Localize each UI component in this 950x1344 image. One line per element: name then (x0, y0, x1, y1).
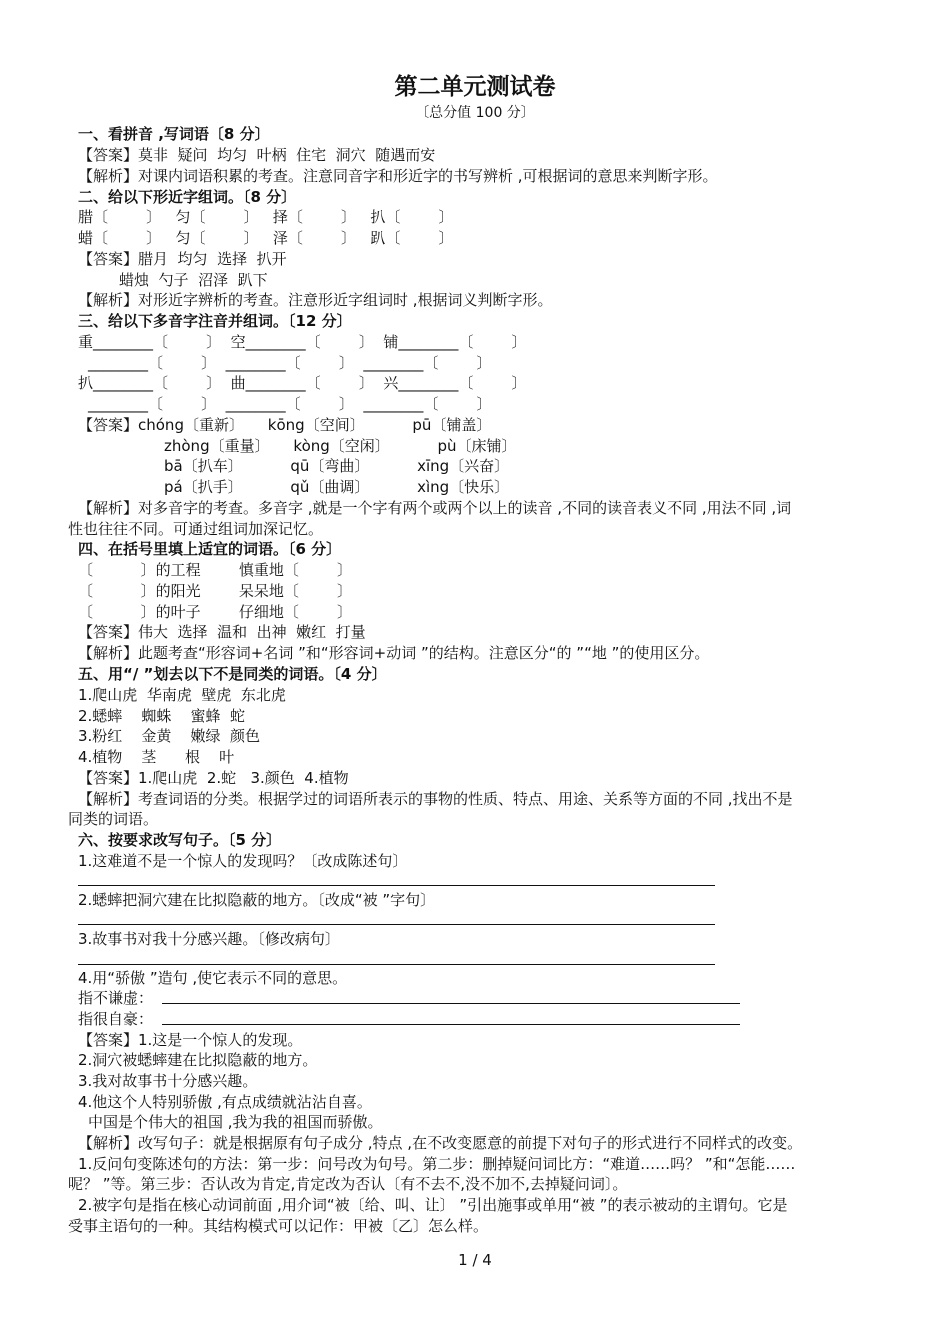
answer-line-5 (162, 1024, 740, 1025)
text-line: 六、按要求改写句子。〔5 分〕 (78, 831, 282, 849)
text-line: 【答案】1.这是一个惊人的发现。 (78, 1031, 303, 1049)
text-line: pá〔扒手〕 qǔ〔曲调〕 xìng〔快乐〕 (164, 478, 510, 496)
text-line: 指很自豪： (78, 1010, 154, 1028)
score-subtitle: 〔总分值 100 分〕 (415, 105, 535, 121)
text-line: ________〔 〕 ________〔 〕 ________〔 〕 (88, 354, 492, 372)
text-line: 3.粉红 金黄 嫩绿 颜色 (78, 727, 260, 745)
text-line: 性也往往不同。可通过组词加深记忆。 (68, 520, 324, 538)
text-line: 呢？ ”等。第三步：否认改为肯定,肯定改为否认〔有不去不,没不加不,去掉疑问词〕。 (68, 1175, 628, 1193)
text-line: 一、看拼音 ,写词语〔8 分〕 (78, 125, 270, 143)
text-line: zhòng〔重量〕 kòng〔空闲〕 pù〔床铺〕 (164, 437, 517, 455)
page-number: 1 / 4 (458, 1251, 492, 1269)
text-line: 〔 〕的阳光 呆呆地〔 〕 (78, 582, 352, 600)
text-line: 中国是个伟大的祖国 ,我为我的祖国而骄傲。 (88, 1113, 383, 1131)
text-line: 五、用“/ ”划去以下不是同类的词语。〔4 分〕 (78, 665, 387, 683)
text-line: 〔 〕的工程 慎重地〔 〕 (78, 561, 352, 579)
text-line: 【答案】chóng〔重新〕 kōng〔空间〕 pū〔铺盖〕 (78, 416, 492, 434)
text-line: 【答案】莫非 疑问 均匀 叶柄 住宅 洞穴 随遇而安 (78, 146, 436, 164)
page-title: 第二单元测试卷 (394, 74, 556, 100)
text-line: 4.植物 茎 根 叶 (78, 748, 235, 766)
text-line: 四、在括号里填上适宜的词语。〔6 分〕 (78, 540, 342, 558)
text-line: 同类的词语。 (68, 810, 159, 828)
text-line: 蜡烛 勺子 沼泽 趴下 (119, 271, 268, 289)
text-line: 3.我对故事书十分感兴趣。 (78, 1072, 258, 1090)
text-line: 【解析】此题考查“形容词+名词 ”和“形容词+动词 ”的结构。注意区分“的 ”“地 ”的使用区分。 (78, 644, 710, 662)
text-line: 【解析】考查词语的分类。根据学过的词语所表示的事物的性质、特点、用途、关系等方面的不同 ,找出不是 (78, 790, 793, 808)
text-line: 指不谦虚： (78, 989, 154, 1007)
text-line: 3.故事书对我十分感兴趣。〔修改病句〕 (78, 930, 340, 948)
text-line: 4.用“骄傲 ”造句 ,使它表示不同的意思。 (78, 969, 348, 987)
text-line: 【解析】对多音字的考查。多音字 ,就是一个字有两个或两个以上的读音 ,不同的读音表义不同 ,用法不同 ,词 (78, 499, 792, 517)
text-line: 4.他这个人特别骄傲 ,有点成绩就沾沾自喜。 (78, 1093, 372, 1111)
answer-line-1 (78, 885, 715, 886)
text-line: 1.这难道不是一个惊人的发现吗？〔改成陈述句〕 (78, 852, 408, 870)
text-line: 1.爬山虎 华南虎 壁虎 东北虎 (78, 686, 286, 704)
text-line: 2.被字句是指在核心动词前面 ,用介词“被〔给、叫、让〕 ”引出施事或单用“被 ”的表示被动的主谓句。它是 (78, 1196, 788, 1214)
text-line: 【解析】改写句子：就是根据原有句子成分 ,特点 ,在不改变愿意的前提下对句子的形式进行不同样式的改变。 (78, 1134, 803, 1152)
text-line: 2.洞穴被蟋蟀建在比拟隐蔽的地方。 (78, 1051, 318, 1069)
text-line: 受事主语句的一种。其结构模式可以记作：甲被〔乙〕怎么样。 (68, 1217, 489, 1235)
text-line: 2.蟋蟀 蜘蛛 蜜蜂 蛇 (78, 707, 245, 725)
text-line: 腊〔 〕 匀〔 〕 择〔 〕 扒〔 〕 (78, 208, 454, 226)
text-line: 【解析】对形近字辨析的考查。注意形近字组词时 ,根据词义判断字形。 (78, 291, 553, 309)
text-line: 1.反问句变陈述句的方法：第一步：问号改为句号。第二步：删掉疑问词比方：“难道……吗？ ”和“怎能…… (78, 1155, 796, 1173)
text-line: 〔 〕的叶子 仔细地〔 〕 (78, 603, 352, 621)
text-line: 2.蟋蟀把洞穴建在比拟隐蔽的地方。〔改成“被 ”字句〕 (78, 891, 436, 909)
text-line: 【答案】1.爬山虎 2.蛇 3.颜色 4.植物 (78, 769, 349, 787)
text-line: ________〔 〕 ________〔 〕 ________〔 〕 (88, 395, 492, 413)
text-line: 二、给以下形近字组词。〔8 分〕 (78, 188, 297, 206)
text-line: 三、给以下多音字注音并组词。〔12 分〕 (78, 312, 352, 330)
text-line: bā〔扒车〕 qū〔弯曲〕 xīng〔兴奋〕 (164, 457, 510, 475)
answer-line-3 (78, 964, 715, 965)
text-line: 【答案】伟大 选择 温和 出神 嫩红 打量 (78, 623, 366, 641)
answer-line-2 (78, 924, 715, 925)
text-line: 重________〔 〕 空________〔 〕 铺________〔 〕 (78, 333, 527, 351)
answer-line-4 (162, 1003, 740, 1004)
text-line: 扒________〔 〕 曲________〔 〕 兴________〔 〕 (78, 374, 527, 392)
text-line: 【解析】对课内词语积累的考查。注意同音字和形近字的书写辨析 ,可根据词的意思来判断字形。 (78, 167, 718, 185)
text-line: 【答案】腊月 均匀 选择 扒开 (78, 250, 287, 268)
text-line: 蜡〔 〕 匀〔 〕 泽〔 〕 趴〔 〕 (78, 229, 454, 247)
